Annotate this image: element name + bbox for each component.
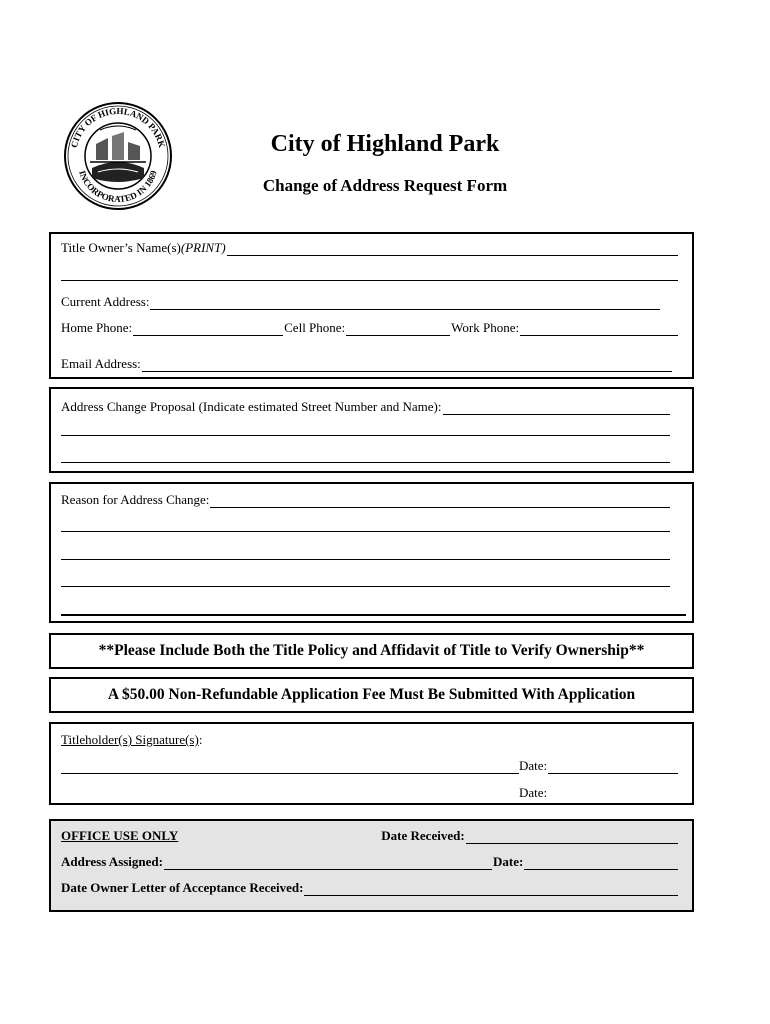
office-use-section xyxy=(49,819,694,912)
form-subtitle: Change of Address Request Form xyxy=(262,176,508,195)
address-assigned-row xyxy=(61,854,678,870)
current-address-label: Current Address: xyxy=(61,294,150,309)
address-assigned-label: Address Assigned: xyxy=(61,854,163,869)
application-fee-notice: A $50.00 Non-Refundable Application Fee Must Be Submitted With Application xyxy=(49,677,694,713)
email-row xyxy=(61,356,672,372)
signature-label-row xyxy=(61,732,678,748)
phone-row xyxy=(61,320,678,336)
owner-info-section xyxy=(49,232,694,379)
proposal-field-line-3[interactable] xyxy=(61,462,670,463)
address-assigned-field[interactable] xyxy=(164,857,492,870)
office-heading-row xyxy=(61,828,678,844)
acceptance-field[interactable] xyxy=(304,883,678,896)
proposal-field-line-2[interactable] xyxy=(61,435,670,436)
reason-field-line-5[interactable] xyxy=(61,614,686,616)
proposal-section xyxy=(49,387,694,473)
current-address-field[interactable] xyxy=(150,297,660,310)
date-received-label: Date Received: xyxy=(381,828,465,843)
cell-phone-label: Cell Phone: xyxy=(284,320,346,335)
signature-label-colon: : xyxy=(198,732,203,747)
office-use-heading: OFFICE USE ONLY xyxy=(61,828,179,843)
home-phone-field[interactable] xyxy=(133,323,283,336)
signature-field[interactable] xyxy=(61,761,519,774)
home-phone-label: Home Phone: xyxy=(61,320,133,335)
signature-label: Titleholder(s) Signature(s) xyxy=(61,732,199,747)
date-received-field[interactable] xyxy=(466,831,678,844)
owner-name-label: Title Owner’s Name(s) xyxy=(61,240,181,255)
reason-row xyxy=(61,492,670,508)
owner-name-field-line-2[interactable] xyxy=(61,280,678,281)
current-address-row xyxy=(61,294,660,310)
acceptance-label: Date Owner Letter of Acceptance Received: xyxy=(61,880,304,895)
reason-label: Reason for Address Change: xyxy=(61,492,210,507)
page-title: City of Highland Park xyxy=(270,131,500,157)
signature-row xyxy=(61,758,678,774)
owner-name-field[interactable] xyxy=(227,243,678,256)
svg-text:CITY OF HIGHLAND PARK: CITY OF HIGHLAND PARK xyxy=(68,105,168,149)
work-phone-field[interactable] xyxy=(520,323,678,336)
office-date-field[interactable] xyxy=(524,857,678,870)
work-phone-label: Work Phone: xyxy=(451,320,520,335)
owner-name-row xyxy=(61,240,678,256)
signature-date-field[interactable] xyxy=(548,761,678,774)
proposal-row xyxy=(61,399,670,415)
reason-field-line-2[interactable] xyxy=(61,531,670,532)
owner-name-print-hint: (PRINT) xyxy=(180,240,226,255)
signature-section xyxy=(49,722,694,805)
second-date-row xyxy=(519,785,678,801)
email-label: Email Address: xyxy=(61,356,141,371)
proposal-label: Address Change Proposal (Indicate estimated Street Number and Name): xyxy=(61,399,442,414)
signature-date-label: Date: xyxy=(519,758,548,773)
reason-field[interactable] xyxy=(210,495,670,508)
title-policy-notice: **Please Include Both the Title Policy and Affidavit of Title to Verify Ownership** xyxy=(49,633,694,669)
email-field[interactable] xyxy=(142,359,672,372)
reason-field-line-4[interactable] xyxy=(61,586,670,587)
reason-field-line-3[interactable] xyxy=(61,559,670,560)
reason-section xyxy=(49,482,694,623)
office-date-label: Date: xyxy=(492,854,524,869)
proposal-field[interactable] xyxy=(443,402,671,415)
acceptance-row xyxy=(61,880,678,896)
svg-text:INCORPORATED IN 1869: INCORPORATED IN 1869 xyxy=(77,169,159,205)
signature-date-label-2: Date: xyxy=(519,785,548,800)
cell-phone-field[interactable] xyxy=(346,323,450,336)
